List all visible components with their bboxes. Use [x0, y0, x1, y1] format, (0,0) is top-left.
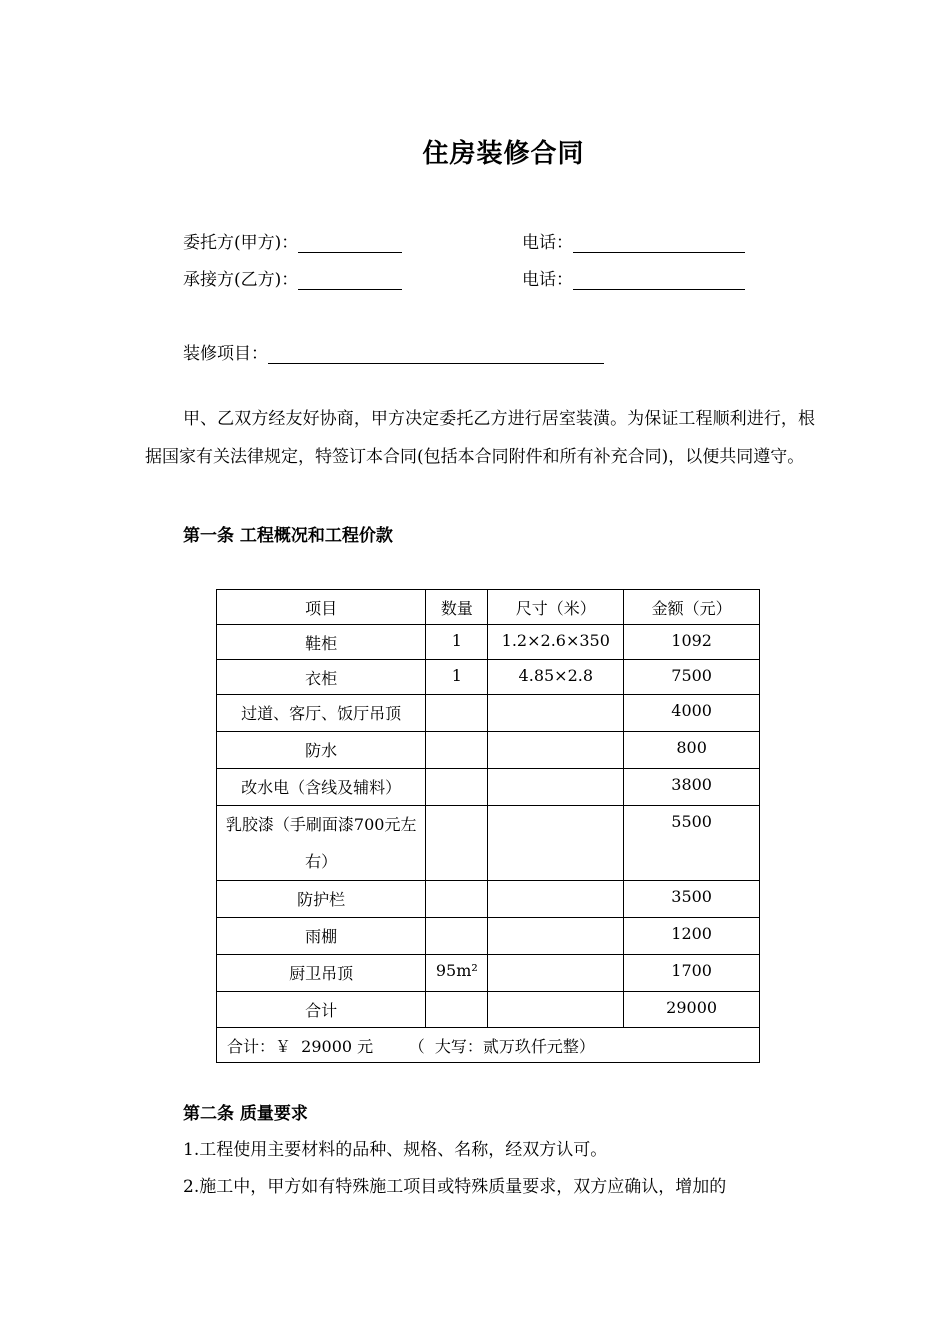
party-b-row — [183, 265, 402, 290]
amount-cell: 5500 — [624, 806, 760, 881]
table-row — [217, 660, 760, 695]
table-row — [217, 881, 760, 918]
amount-cell: 3500 — [624, 881, 760, 918]
table-row — [217, 992, 760, 1028]
table-row — [217, 918, 760, 955]
qty-cell — [426, 918, 488, 955]
qty-cell — [426, 881, 488, 918]
party-b-phone-row — [522, 265, 745, 290]
party-a-phone-label: 电话： — [522, 233, 573, 253]
project-label: 装修项目： — [183, 344, 268, 364]
party-b-label: 承接方(乙方)： — [183, 270, 299, 290]
qty-cell: 1 — [426, 660, 488, 695]
table-row — [217, 769, 760, 806]
amount-cell: 29000 — [624, 992, 760, 1028]
table-header-cell: 金额（元） — [624, 590, 760, 625]
project-blank — [268, 345, 604, 364]
table-header-cell: 数量 — [426, 590, 488, 625]
table-row — [217, 806, 760, 881]
item-cell: 合计 — [217, 992, 426, 1028]
party-b-phone-blank — [573, 271, 745, 290]
size-cell: 1.2×2.6×350 — [488, 625, 624, 660]
size-cell — [488, 806, 624, 881]
table-row — [217, 695, 760, 732]
article-1-heading: 第一条 工程概况和工程价款 — [183, 526, 393, 546]
table-row — [217, 732, 760, 769]
item-cell: 雨棚 — [217, 918, 426, 955]
qty-cell — [426, 695, 488, 732]
intro-paragraph: 甲、乙双方经友好协商，甲方决定委托乙方进行居室装潢。为保证工程顺利进行，根据国家有关法律规定，特签订本合同(包括本合同附件和所有补充合同)，以便共同遵守。 — [145, 409, 815, 467]
article-2-heading: 第二条 质量要求 — [183, 1104, 308, 1124]
article-2-item-1: 1.工程使用主要材料的品种、规格、名称，经双方认可。 — [183, 1140, 608, 1160]
table-header-cell: 项目 — [217, 590, 426, 625]
item-cell: 鞋柜 — [217, 625, 426, 660]
amount-cell: 4000 — [624, 695, 760, 732]
amount-cell: 1700 — [624, 955, 760, 992]
item-cell: 防水 — [217, 732, 426, 769]
page-title: 住房装修合同 — [422, 139, 585, 169]
amount-cell: 800 — [624, 732, 760, 769]
party-a-row — [183, 228, 402, 253]
table-row — [217, 955, 760, 992]
size-cell — [488, 695, 624, 732]
amount-cell: 3800 — [624, 769, 760, 806]
qty-cell — [426, 806, 488, 881]
item-cell: 改水电（含线及辅料） — [217, 769, 426, 806]
item-cell: 厨卫吊顶 — [217, 955, 426, 992]
party-a-phone-row — [522, 228, 745, 253]
amount-cell: 7500 — [624, 660, 760, 695]
party-a-phone-blank — [573, 234, 745, 253]
table-footer-total: 合计：￥ 29000 元 （ 大写：贰万玖仟元整） — [217, 1028, 760, 1063]
table-header-row — [217, 590, 760, 625]
party-a-label: 委托方(甲方)： — [183, 233, 299, 253]
party-b-blank — [298, 271, 402, 290]
item-cell: 防护栏 — [217, 881, 426, 918]
item-cell: 过道、客厅、饭厅吊顶 — [217, 695, 426, 732]
qty-cell — [426, 992, 488, 1028]
size-cell — [488, 881, 624, 918]
amount-cell: 1092 — [624, 625, 760, 660]
party-b-phone-label: 电话： — [522, 270, 573, 290]
size-cell — [488, 732, 624, 769]
item-cell: 衣柜 — [217, 660, 426, 695]
size-cell — [488, 955, 624, 992]
size-cell — [488, 992, 624, 1028]
table-footer-row — [217, 1028, 760, 1063]
qty-cell: 95m² — [426, 955, 488, 992]
size-cell: 4.85×2.8 — [488, 660, 624, 695]
price-table — [216, 589, 760, 1063]
qty-cell — [426, 769, 488, 806]
qty-cell — [426, 732, 488, 769]
article-2-item-2: 2.施工中，甲方如有特殊施工项目或特殊质量要求，双方应确认，增加的 — [183, 1177, 727, 1197]
project-row — [183, 339, 604, 364]
table-header-cell: 尺寸（米） — [488, 590, 624, 625]
size-cell — [488, 918, 624, 955]
item-cell: 乳胶漆（手刷面漆700元左右） — [217, 806, 426, 881]
qty-cell: 1 — [426, 625, 488, 660]
party-a-blank — [298, 234, 402, 253]
amount-cell: 1200 — [624, 918, 760, 955]
size-cell — [488, 769, 624, 806]
table-row — [217, 625, 760, 660]
